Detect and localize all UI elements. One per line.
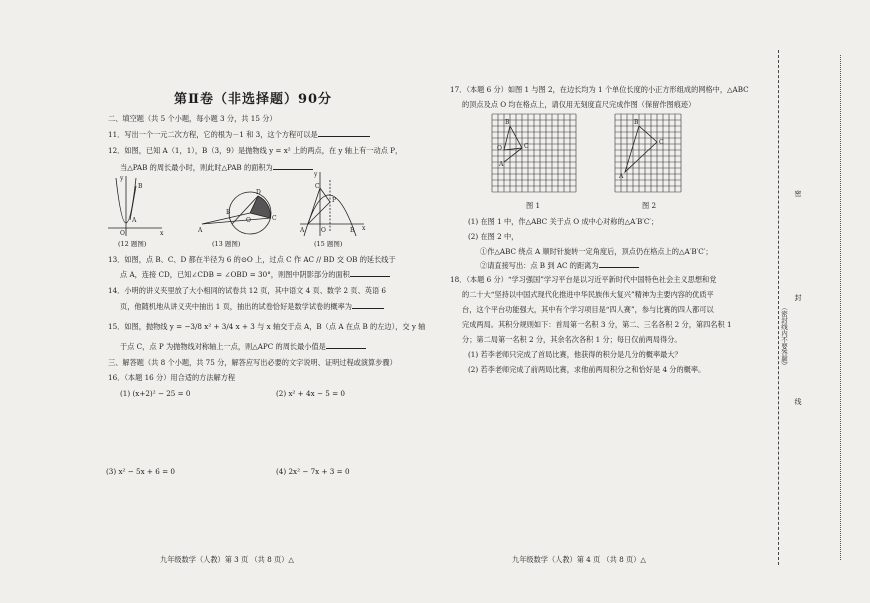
line-ac xyxy=(308,188,320,224)
label-a: A xyxy=(619,173,624,180)
footer-left: 九年级数学（人教）第 3 页 （共 8 页）△ xyxy=(160,555,294,564)
question-14-text: 页，他随机地从讲义夹中抽出 1 页，抽出的试卷恰好是数学试卷的概率为 xyxy=(120,302,352,311)
label-o: O xyxy=(246,217,251,224)
question-13-text: 点 A，连接 CD，已知∠CDB = ∠OBD = 30°，则图中阴影部分的面积 xyxy=(120,270,350,279)
footer-right: 九年级数学（人教）第 4 页 （共 8 页）△ xyxy=(512,555,646,564)
question-13-line1: 13．如图，点 B、C、D 都在半径为 6 的⊙O 上，过点 C 作 AC // BD 交 OB 的延长线于 xyxy=(108,255,396,264)
figure-13 xyxy=(198,188,280,238)
label-b: B xyxy=(505,119,510,126)
label-b: B xyxy=(226,209,231,216)
seal-mark-3: 线 xyxy=(794,398,802,405)
question-14-line2 xyxy=(120,302,384,311)
figure-15 xyxy=(298,170,366,242)
question-18-part1: (1) 若李老师只完成了首局比赛，他获得的积分是几分的概率最大？ xyxy=(468,350,682,359)
label-c: C xyxy=(315,183,320,190)
label-x: x xyxy=(160,230,164,237)
question-15-line2 xyxy=(120,342,366,351)
question-16: 16．（本题 16 分）用合适的方法解方程 xyxy=(108,373,236,382)
label-y: y xyxy=(314,171,318,178)
label-o: O xyxy=(321,227,326,234)
grid-figure-1 xyxy=(492,114,580,196)
triangle-abc xyxy=(625,126,657,172)
question-12-line1: 12．如图，已知 A（1，1），B（3，9）是抛物线 y = x² 上的两点，在 y 轴上有一动点 P， xyxy=(108,146,403,155)
question-18-part2: (2) 若李老师完成了前两局比赛，求他前两局积分之和恰好是 4 分的概率。 xyxy=(468,365,706,374)
question-13-line2 xyxy=(120,270,390,279)
label-c: C xyxy=(524,143,529,150)
label-c: C xyxy=(272,215,277,222)
label-a: A xyxy=(499,161,504,168)
caption-15: (15 题图) xyxy=(314,240,343,248)
question-15-text: 于点 C，点 P 为抛物线对称轴上一点，则△APC 的周长最小值是 xyxy=(120,342,326,351)
question-18-line5: 分；第二局第一名积 2 分，其余名次各积 1 分；每日仅前两局得分。 xyxy=(462,335,682,344)
segment-ab xyxy=(130,186,136,220)
label-b: B xyxy=(350,227,355,234)
question-17-line2: 的顶点及点 O 均在格点上，请仅用无刻度直尺完成作图（保留作图痕迹） xyxy=(462,100,696,109)
fold-line xyxy=(778,50,779,565)
question-16-part2: (2) x² + 4x − 5 = 0 xyxy=(276,389,345,398)
grid-caption-2: 图 2 xyxy=(642,201,657,210)
question-18-line4: 完成两局。其积分规则如下：首局第一名积 3 分，第二、三名各积 2 分，第四名积 1 xyxy=(462,320,732,329)
question-17-part1: (1) 在图 1 中，作△ABC 关于点 O 成中心对称的△A′B′C′； xyxy=(468,217,659,226)
label-y: y xyxy=(120,175,124,182)
label-b: B xyxy=(138,183,143,190)
label-a: A xyxy=(132,217,137,224)
answer-blank xyxy=(352,308,384,309)
question-16-part3: (3) x² − 5x + 6 = 0 xyxy=(106,467,175,476)
question-17-part2a: ①作△ABC 绕点 A 顺时针旋转一定角度后，顶点仍在格点上的△A′B′C′； xyxy=(480,247,713,256)
label-c: C xyxy=(659,139,664,146)
solve-heading: 三、解答题（共 8 个小题，共 75 分，解答应写出必要的文字说明、证明过程或演算步骤） xyxy=(108,358,397,367)
caption-12: (12 题图) xyxy=(118,240,147,248)
label-o: O xyxy=(497,145,502,152)
question-17-line1: 17．（本题 6 分）如图 1 与图 2，在边长均为 1 个单位长度的小正方形组成的网格中，△ABC xyxy=(450,85,749,94)
answer-blank xyxy=(318,136,370,137)
fill-heading: 二、填空题（共 5 个小题，每小题 3 分，共 15 分） xyxy=(108,114,277,123)
label-a: A xyxy=(300,227,305,234)
section-title: 第Ⅱ卷（非选择题）90分 xyxy=(174,92,333,107)
question-12-text: 当△PAB 的周长最小时，则此时△PAB 的面积为 xyxy=(120,163,273,172)
question-18-line2: 的二十大“坚持以中国式现代化推进中华民族伟大复兴”精神为主要内容的优质平 xyxy=(462,290,714,299)
question-18-line3: 台，这个平台功能强大，其中有个学习项目是“四人赛”，参与比赛的四人都可以 xyxy=(462,305,714,314)
question-18-line1: 18．（本题 6 分）“学习强国”学习平台是以习近平新时代中国特色社会主义思想和党 xyxy=(450,275,717,284)
grid-figure-2 xyxy=(615,114,681,196)
question-17-part2: (2) 在图 2 中， xyxy=(468,232,519,241)
label-p: P xyxy=(332,197,337,204)
answer-blank xyxy=(326,348,366,349)
question-14-line1: 14．小明的讲义夹里放了大小相同的试卷共 12 页，其中语文 4 页、数学 2 页、英语 6 xyxy=(108,286,387,295)
seal-mark-2: 封 xyxy=(794,294,802,301)
question-11-text: 11．写出一个一元二次方程，它的根为－1 和 3，这个方程可以是 xyxy=(108,130,318,139)
seal-line xyxy=(840,55,841,560)
question-17-part2b-text: ②请直接写出：点 B 到 AC 的距离为 xyxy=(480,261,599,270)
question-16-part1: (1) (x+2)² − 25 = 0 xyxy=(120,389,191,398)
question-12-line2 xyxy=(120,163,313,172)
label-d: D xyxy=(256,189,261,196)
label-b: B xyxy=(634,119,639,126)
label-o: O xyxy=(120,230,125,237)
caption-13: (13 题图) xyxy=(212,240,241,248)
grid-caption-1: 图 1 xyxy=(526,201,541,210)
answer-blank xyxy=(599,267,639,268)
shaded-sector xyxy=(250,196,270,218)
label-x: x xyxy=(362,225,366,232)
label-a: A xyxy=(198,227,203,234)
answer-blank xyxy=(350,276,390,277)
question-17-part2b xyxy=(480,261,639,270)
seal-note: （密封线内不要答题） xyxy=(780,304,788,369)
figure-12 xyxy=(104,172,164,244)
question-11 xyxy=(108,130,370,139)
question-16-part4: (4) 2x² − 7x + 3 = 0 xyxy=(276,467,350,476)
question-15-line1: 15．如图，抛物线 y = −3/8 x² + 3/4 x + 3 与 x 轴交于点 A，B（点 A 在点 B 的左边），交 y 轴 xyxy=(108,322,426,331)
seal-mark-1: 密 xyxy=(794,190,802,197)
